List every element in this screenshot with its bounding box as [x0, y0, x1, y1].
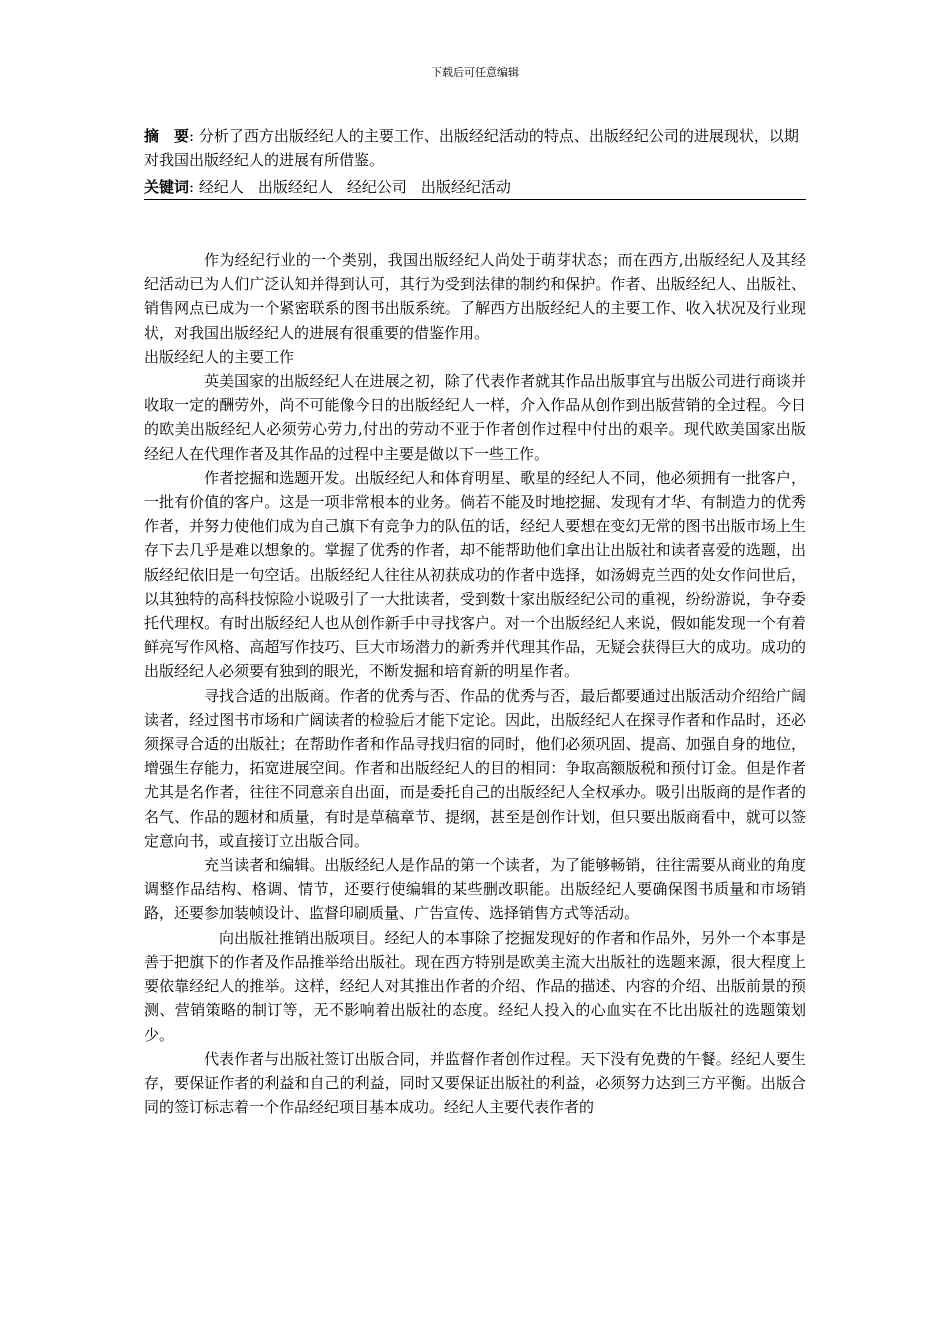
paragraph: 充当读者和编辑。出版经纪人是作品的第一个读者，为了能够畅销，往往需要从商业的角度调整作品结构、格调、情节，还要行使编辑的某些删改职能。出版经纪人要确保图书质量和市场销路，还要参加装帧设计、监督印刷质量、广告宣传、选择销售方式等活动。 — [144, 856, 806, 923]
paragraph: 代表作者与出版社签订出版合同，并监督作者创作过程。天下没有免费的午餐。经纪人要生存，要保证作者的利益和自己的利益，同时又要保证出版社的利益，必须努力达到三方平衡。出版合同的签订标志着一个作品经纪项目基本成功。经纪人主要代表作者的 — [144, 1049, 806, 1117]
keyword-item: 出版经纪活动 — [420, 178, 511, 196]
intro-paragraph: 作为经纪行业的一个类别，我国出版经纪人尚处于萌芽状态；而在西方,出版经纪人及其经纪活动已为人们广泛认知并得到认可，其行为受到法律的制约和保护。作者、出版经纪人、出版社、销售网点已成为一个紧密联系的图书出版系统。了解西方出版经纪人的主要工作、收入状况及行业现状，对我国出版经纪人的进展有很重要的借鉴作用。 — [144, 251, 806, 342]
header-note: 下载后可任意编辑 — [431, 66, 519, 79]
keywords-colon: : — [189, 178, 199, 196]
abstract-text: 分析了西方出版经纪人的主要工作、出版经纪活动的特点、出版经纪公司的进展现状，以期对我国出版经纪人的进展有所借鉴。 — [144, 127, 799, 169]
paragraph: 作者挖掘和选题开发。出版经纪人和体育明星、歌星的经纪人不同，他必须拥有一批客户，一批有价值的客户。这是一项非常根本的业务。倘若不能及时地挖掘、发现有才华、有制造力的优秀作者，并努力使他们成为自己旗下有竞争力的队伍的话，经纪人要想在变幻无常的图书出版市场上生存下去几乎是难以想象的。掌握了优秀的作者，却不能帮助他们拿出让出版社和读者喜爱的选题，出版经纪依旧是一句空话。出版经纪人往往从初获成功的作者中选择，如汤姆克兰西的处女作问世后，以其独特的高科技惊险小说吸引了一大批读者，受到数十家出版经纪公司的重视，纷纷游说，争夺委托代理权。有时出版经纪人也从创作新手中寻找客户。对一个出版经纪人来说，假如能发现一个有着鲜亮写作风格、高超写作技巧、巨大市场潜力的新秀并代理其作品，无疑会获得巨大的成功。成功的出版经纪人必须要有独到的眼光，不断发掘和培育新的明星作者。 — [144, 468, 806, 681]
article-body — [144, 248, 806, 1119]
paragraph: 英美国家的出版经纪人在进展之初，除了代表作者就其作品出版事宜与出版公司进行商谈并收取一定的酬劳外，尚不可能像今日的出版经纪人一样，介入作品从创作到出版营销的全过程。今日的欧美出版经纪人必须劳心劳力,付出的劳动不亚于作者创作过程中付出的艰辛。现代欧美国家出版经纪人在代理作者及其作品的过程中主要是做以下一些工作。 — [144, 372, 806, 463]
keyword-item: 出版经纪人 — [257, 178, 333, 196]
paragraph: 向出版社推销出版项目。经纪人的本事除了挖掘发现好的作者和作品外，另外一个本事是善于把旗下的作者及作品推举给出版社。现在西方特别是欧美主流大出版社的选题来源，很大程度上要依靠经纪人的推举。这样，经纪人对其推出作者的介绍、作品的描述、内容的介绍、出版前景的预测、营销策略的制订等，无不影响着出版社的态度。经纪人投入的心血实在不比出版社的选题策划少。 — [144, 928, 806, 1044]
paragraph: 寻找合适的出版商。作者的优秀与否、作品的优秀与否，最后都要通过出版活动介绍给广阔读者，经过图书市场和广阔读者的检验后才能下定论。因此，出版经纪人在探寻作者和作品时，还必须探寻合适的出版社；在帮助作者和作品寻找归宿的同时，他们必须巩固、提高、加强自身的地位，增强生存能力，拓宽进展空间。作者和出版经纪人的目的相同：争取高额版税和预付订金。但是作者尤其是名作者，往往不同意亲自出面，而是委托自己的出版经纪人全权承办。吸引出版商的是作者的名气、作品的题材和质量，有时是草稿章节、提纲，甚至是创作计划，但只要出版商看中，就可以签定意向书，或直接订立出版合同。 — [144, 686, 806, 850]
abstract — [144, 124, 806, 172]
keywords-label: 关键词 — [144, 178, 190, 196]
abstract-label: 摘 要 — [144, 127, 190, 145]
keyword-item: 经纪人 — [198, 178, 244, 196]
section-title: 出版经纪人的主要工作 — [144, 347, 295, 366]
keywords — [144, 175, 806, 200]
abstract-colon: : — [189, 127, 199, 145]
keyword-item: 经纪公司 — [346, 178, 407, 196]
